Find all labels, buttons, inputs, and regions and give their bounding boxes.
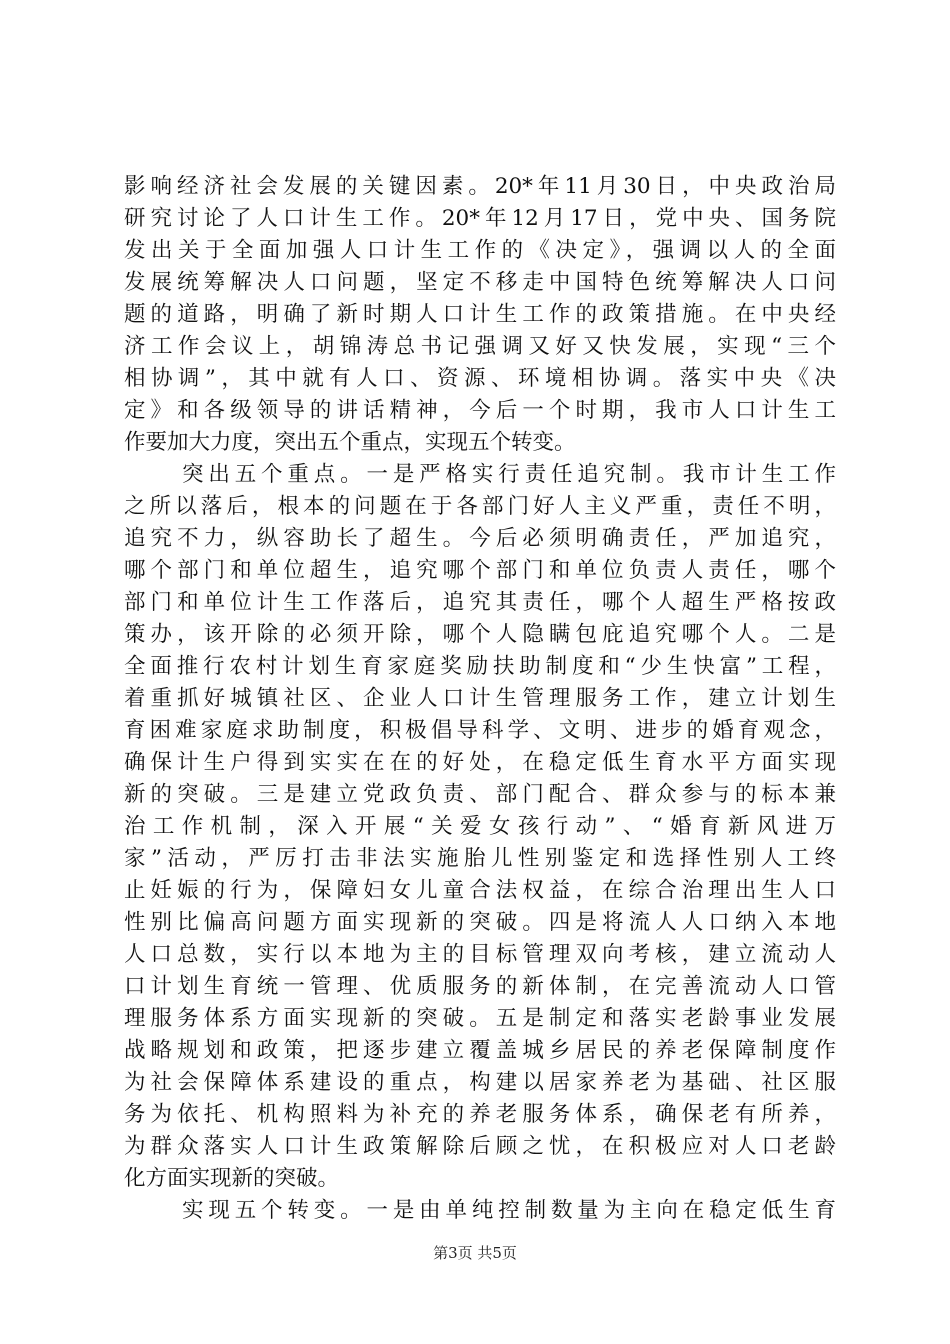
page-number-footer: 第3页 共5页 [433, 1244, 517, 1262]
text-line: 发出关于全面加强人口计生工作的《决定》，强调以人的全面 [124, 238, 836, 263]
text-line: 定》和各级领导的讲话精神，今后一个时期，我市人口计生工 [124, 398, 836, 423]
text-line: 之所以落后，根本的问题在于各部门好人主义严重，责任不明， [124, 494, 836, 519]
text-line: 全面推行农村计划生育家庭奖励扶助制度和“少生快富”工程， [124, 654, 836, 679]
text-line: 化方面实现新的突破。 [124, 1166, 340, 1191]
text-line: 人口总数，实行以本地为主的目标管理双向考核，建立流动人 [124, 942, 836, 967]
paragraph-start-line: 突出五个重点。一是严格实行责任追究制。我市计生工作 [182, 462, 836, 487]
text-line: 战略规划和政策，把逐步建立覆盖城乡居民的养老保障制度作 [124, 1038, 836, 1063]
text-line: 务为依托、机构照料为补充的养老服务体系，确保老有所养， [124, 1102, 836, 1127]
text-line: 止妊娠的行为，保障妇女儿童合法权益，在综合治理出生人口 [124, 878, 836, 903]
paragraph-start-line: 实现五个转变。一是由单纯控制数量为主向在稳定低生育 [182, 1198, 836, 1223]
text-line: 为社会保障体系建设的重点，构建以居家养老为基础、社区服 [124, 1070, 836, 1095]
text-line: 相协调”，其中就有人口、资源、环境相协调。落实中央《决 [124, 366, 836, 391]
text-line: 家”活动，严厉打击非法实施胎儿性别鉴定和选择性别人工终 [124, 846, 836, 871]
text-line: 济工作会议上，胡锦涛总书记强调又好又快发展，实现“三个 [124, 334, 836, 359]
text-line: 为群众落实人口计生政策解除后顾之忧，在积极应对人口老龄 [124, 1134, 836, 1159]
text-line: 追究不力，纵容助长了超生。今后必须明确责任，严加追究， [124, 526, 836, 551]
text-line: 作要加大力度，突出五个重点，实现五个转变。 [124, 430, 576, 455]
body-text [124, 171, 836, 1227]
text-line: 发展统筹解决人口问题，坚定不移走中国特色统筹解决人口问 [124, 270, 836, 295]
text-line: 策办，该开除的必须开除，哪个人隐瞒包庇追究哪个人。二是 [124, 622, 836, 647]
text-line: 着重抓好城镇社区、企业人口计生管理服务工作，建立计划生 [124, 686, 836, 711]
text-line: 研究讨论了人口计生工作。20*年12月17日，党中央、国务院 [124, 206, 836, 231]
text-line: 育困难家庭求助制度，积极倡导科学、文明、进步的婚育观念， [124, 718, 836, 743]
text-line: 确保计生户得到实实在在的好处，在稳定低生育水平方面实现 [124, 750, 836, 775]
text-line: 性别比偏高问题方面实现新的突破。四是将流人人口纳入本地 [124, 910, 836, 935]
text-line: 理服务体系方面实现新的突破。五是制定和落实老龄事业发展 [124, 1006, 836, 1031]
text-line: 影响经济社会发展的关键因素。20*年11月30日，中央政治局 [124, 174, 836, 199]
text-line: 新的突破。三是建立党政负责、部门配合、群众参与的标本兼 [124, 782, 836, 807]
text-line: 哪个部门和单位超生，追究哪个部门和单位负责人责任，哪个 [124, 558, 836, 583]
text-line: 部门和单位计生工作落后，追究其责任，哪个人超生严格按政 [124, 590, 836, 615]
text-line: 治工作机制，深入开展“关爱女孩行动”、“婚育新风进万 [124, 814, 836, 839]
text-line: 口计划生育统一管理、优质服务的新体制，在完善流动人口管 [124, 974, 836, 999]
text-line: 题的道路，明确了新时期人口计生工作的政策措施。在中央经 [124, 302, 836, 327]
